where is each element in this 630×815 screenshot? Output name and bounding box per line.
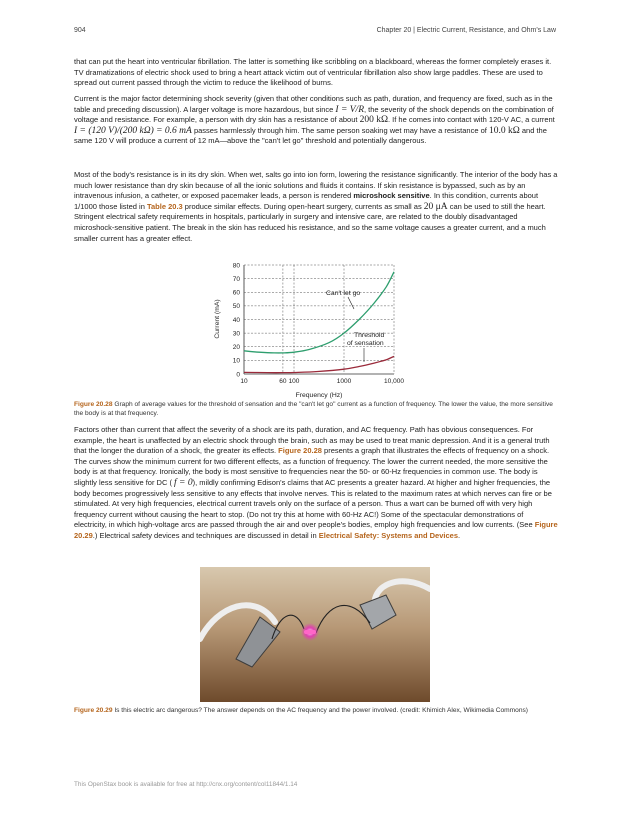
caption-text: Is this electric arc dangerous? The answer depends on the AC frequency and the power involved. (credit: Khimich Alex, Wikimedia Commons) bbox=[114, 707, 528, 714]
footer: This OpenStax book is available for free at http://cnx.org/content/col11844/1.14 bbox=[74, 781, 298, 788]
text: Current is the major factor determining shock severity (given that other conditions such as path, duration, and frequency are fixed, such as in the table and preceding discussion). A larger voltage is more hazardous, but since bbox=[74, 94, 553, 114]
annotation-of-sensation: of sensation bbox=[347, 340, 384, 347]
text: Most of the body's resistance is in its dry skin. When wet, salts go into ion form, lowering the resistance significantly. The interior of the body has a much lower resistance than dry skin because of all the ionic solutions and fluids it contains. If skin resistance is bypassed, such as by an intravenous infusion, a catheter, or exposed pacemaker leads, a person is rendered bbox=[74, 170, 558, 201]
equation-dry-resistance: 200 kΩ bbox=[359, 115, 389, 126]
equation-ohms-law: I = V/R bbox=[335, 104, 364, 115]
text: . In this condition, currents about 1/1000 those listed in bbox=[74, 191, 539, 211]
page-number: 904 bbox=[74, 27, 86, 34]
paragraph-frequency-effects bbox=[74, 425, 558, 542]
link-electrical-safety[interactable]: Electrical Safety: Systems and Devices bbox=[318, 530, 458, 540]
frequency-chart bbox=[208, 258, 413, 400]
text: . If he comes into contact with 120-V AC, a current bbox=[388, 115, 555, 125]
text: can be used to still the heart. Stringent electrical safety requirements in hospitals, particularly in surgery and intensive care, are related to the doubly disadvantaged microshock-sensitive patient. The break in the skin has reduced his resistance, and so the same voltage causes a greater current, and a much smaller current has a greater effect. bbox=[74, 201, 546, 243]
arc-core bbox=[304, 630, 316, 634]
x-tick-label: 60 bbox=[279, 378, 287, 385]
paragraph-current-severity bbox=[74, 94, 558, 147]
series-line-threshold bbox=[244, 356, 394, 372]
x-tick-label: 10,000 bbox=[384, 378, 404, 385]
figure-label: Figure 20.29 bbox=[74, 707, 113, 714]
annotation-cant-let-go: Can't let go bbox=[326, 290, 361, 297]
annotation-arrow-cant-let-go bbox=[348, 297, 354, 309]
x-tick-label: 100 bbox=[288, 378, 300, 385]
y-tick-label: 0 bbox=[236, 371, 240, 379]
y-tick-label: 30 bbox=[232, 330, 240, 338]
paragraph-fibrillation: that can put the heart into ventricular fibrillation. The latter is something like scribbling on a blackboard, whereas the former completely erases it. TV dramatizations of electric shock used to bring a heart attack victim out of ventricular fibrillation also show large paddles. These are used to spread out current passed through the victim to reduce the likelihood of burns. bbox=[74, 57, 552, 88]
link-table-20-3[interactable]: Table 20.3 bbox=[146, 201, 183, 211]
text: and the same 120 V will produce a current of 12 mA—above the "can't let go" threshold and potentially dangerous. bbox=[74, 125, 547, 146]
text: , the severity of the shock depends on the combination of voltage and resistance. For example, a person with dry skin has a resistance of about bbox=[74, 104, 554, 125]
y-tick-label: 10 bbox=[232, 357, 240, 365]
text: ), mildly confirming Edison's claims that AC presents a greater hazard. At higher and higher frequencies, the body becomes progressively less sensitive to any effects that involve nerves. This is related to the maximum rates at which nerves can fire or be stimulated. At very high frequencies, electrical current travels only on the surface of a person. Thus a wart can be burned off with very high frequency current without causing the heart to stop. (Do not try this at home with 60-Hz AC!) Some of the spectacular demonstrations of electricity, in which high-voltage arcs are passed through the air and over people's bodies, employ high frequencies and low currents. (See bbox=[74, 477, 552, 530]
y-tick-label: 40 bbox=[232, 316, 240, 324]
x-tick-label: 10 bbox=[240, 378, 248, 385]
link-figure-20-29[interactable]: Figure 20.29 bbox=[74, 520, 558, 540]
annotation-threshold: Threshold bbox=[354, 332, 385, 339]
chapter-title: Chapter 20 | Electric Current, Resistance, and Ohm's Law bbox=[376, 27, 556, 34]
figure-label: Figure 20.28 bbox=[74, 401, 113, 408]
text: produce similar effects. During open-heart surgery, currents as small as bbox=[184, 201, 422, 211]
y-tick-label: 20 bbox=[232, 344, 240, 352]
text: . bbox=[458, 530, 461, 540]
equation-dc-frequency: f = 0 bbox=[174, 477, 193, 488]
link-figure-20-28[interactable]: Figure 20.28 bbox=[278, 446, 322, 456]
x-tick-label: 1000 bbox=[336, 378, 352, 385]
y-tick-label: 80 bbox=[232, 262, 240, 270]
caption-text: Graph of average values for the threshold of sensation and the "can't let go" current as a function of frequency. The lower the value, the more sensitive the body is at that frequency. bbox=[74, 401, 553, 417]
paragraph-skin-resistance bbox=[74, 170, 558, 244]
electric-arc-photo bbox=[200, 567, 430, 702]
y-axis-label: Current (mA) bbox=[214, 299, 221, 339]
y-tick-label: 60 bbox=[232, 289, 240, 297]
figure-20-29-caption bbox=[74, 707, 558, 716]
text: passes harmlessly through him. The same person soaking wet may have a resistance of bbox=[193, 125, 487, 135]
text: presents a graph that illustrates the effects of frequency on a shock. The curves show the minimum current for two different effects, as a function of frequency. The lower the current needed, the more sensitive the body is at that frequency. Ironically, the body is most sensitive to frequencies near the 50- or 60-Hz frequencies in common use. The body is slightly less sensitive for DC ( bbox=[74, 446, 550, 487]
y-tick-label: 70 bbox=[232, 275, 240, 283]
equation-microamps: 20 μA bbox=[423, 201, 448, 212]
x-axis-label: Frequency (Hz) bbox=[295, 392, 343, 399]
y-tick-label: 50 bbox=[232, 303, 240, 311]
figure-20-28-caption bbox=[74, 401, 558, 419]
term-microshock-sensitive: microshock sensitive bbox=[353, 191, 430, 201]
equation-current: I = (120 V)/(200 kΩ) = 0.6 mA bbox=[74, 125, 192, 136]
text: Factors other than current that affect the severity of a shock are its path, duration, and AC frequency. Path has obvious consequences. For example, the heart is unaffected by an electric shock through the brain, such as may be used to treat manic depression. And it is a general truth that the longer the duration of a shock, the greater its effects. bbox=[74, 425, 550, 456]
text: .) Electrical safety devices and techniques are discussed in detail in bbox=[92, 530, 317, 540]
equation-wet-resistance: 10.0 kΩ bbox=[488, 125, 520, 136]
